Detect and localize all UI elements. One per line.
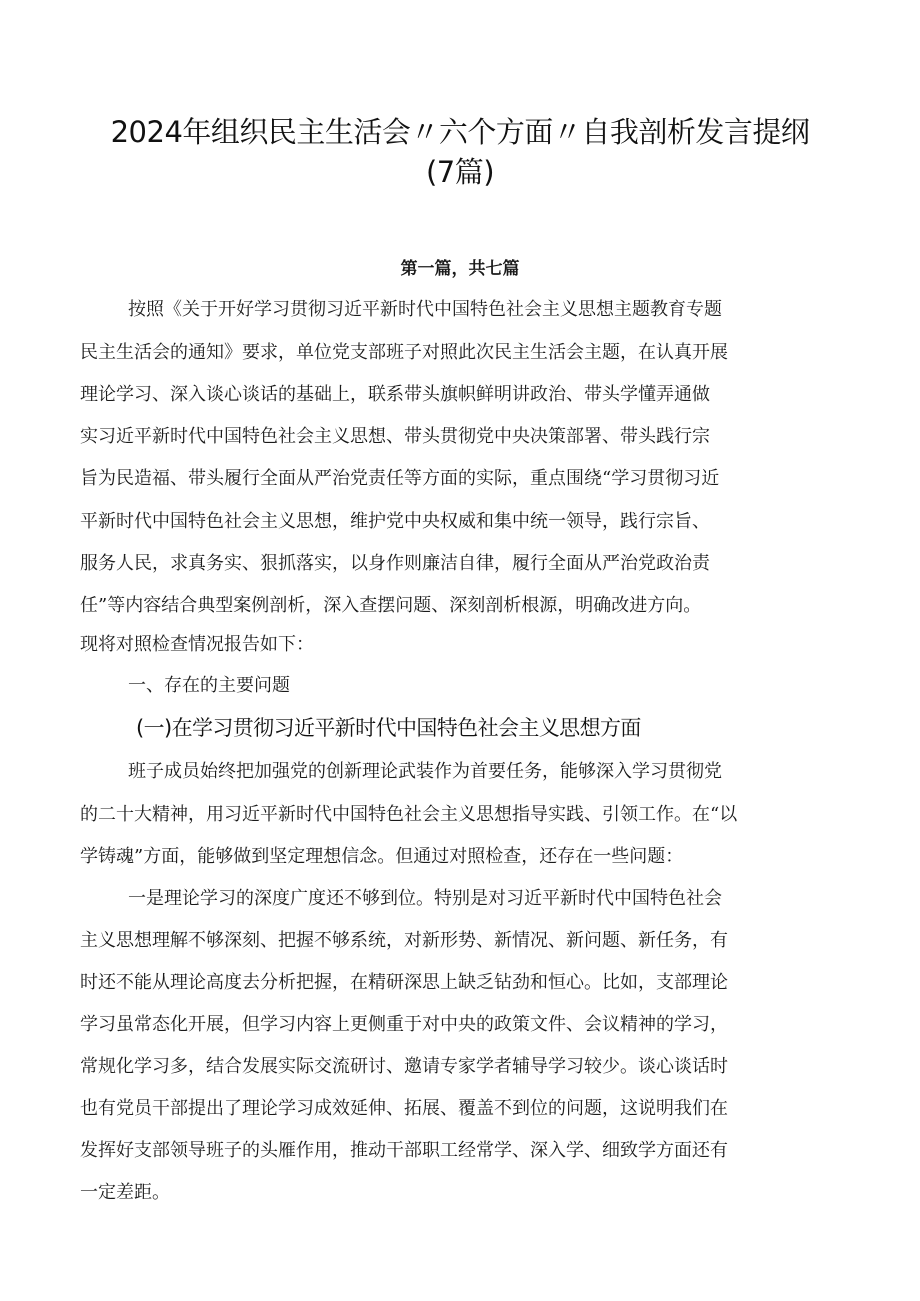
paragraph-line: 常规化学习多，结合发展实际交流研讨、邀请专家学者辅导学习较少。谈心谈话时: [80, 1056, 728, 1077]
paragraph-line: 主义思想理解不够深刻、把握不够系统，对新形势、新情况、新问题、新任务，有: [80, 930, 728, 951]
paragraph-line: 服务人民，求真务实、狠抓落实，以身作则廉洁自律，履行全面从严治党政治责: [80, 553, 710, 574]
paragraph-line: 发挥好支部领导班子的头雁作用，推动干部职工经常学、深入学、细致学方面还有: [80, 1140, 728, 1161]
paragraph-line: 也有党员干部提出了理论学习成效延伸、拓展、覆盖不到位的问题，这说明我们在: [80, 1098, 728, 1119]
part-subtitle: 第一篇，共七篇: [400, 259, 520, 279]
subsection-heading: (一)在学习贯彻习近平新时代中国特色社会主义思想方面: [136, 716, 641, 740]
paragraph-line: 时还不能从理论高度去分析把握，在精研深思上缺乏钻劲和恒心。比如，支部理论: [80, 972, 728, 993]
paragraph-line: 的二十大精神，用习近平新时代中国特色社会主义思想指导实践、引领工作。在“以: [80, 804, 738, 825]
paragraph-line: 任”等内容结合典型案例剖析，深入查摆问题、深刻剖析根源，明确改进方向。: [80, 595, 702, 616]
paragraph-line: 学铸魂”方面，能够做到坚定理想信念。但通过对照检查，还存在一些问题：: [80, 846, 684, 867]
paragraph-line: 班子成员始终把加强党的创新理论武装作为首要任务，能够深入学习贯彻党: [128, 761, 722, 782]
paragraph-line: 现将对照检查情况报告如下：: [80, 634, 314, 655]
document-title: [40, 112, 880, 192]
section-heading: 一、存在的主要问题: [128, 675, 290, 696]
title-line-1: 2024年组织民主生活会〃六个方面〃自我剖析发言提纲: [110, 115, 810, 149]
paragraph-line: 按照《关于开好学习贯彻习近平新时代中国特色社会主义思想主题教育专题: [128, 299, 722, 320]
paragraph-line: 一定差距。: [80, 1182, 170, 1203]
paragraph-line: 平新时代中国特色社会主义思想，维护党中央权威和集中统一领导，践行宗旨、: [80, 511, 710, 532]
paragraph-line: 一是理论学习的深度广度还不够到位。特别是对习近平新时代中国特色社会: [128, 888, 722, 909]
paragraph-line: 理论学习、深入谈心谈话的基础上，联系带头旗帜鲜明讲政治、带头学懂弄通做: [80, 384, 710, 405]
paragraph-line: 民主生活会的通知》要求，单位党支部班子对照此次民主生活会主题，在认真开展: [80, 342, 728, 363]
paragraph-line: 旨为民造福、带头履行全面从严治党责任等方面的实际，重点围绕“学习贯彻习近: [80, 468, 720, 489]
title-line-2: (7篇): [425, 155, 495, 189]
paragraph-line: 学习虽常态化开展，但学习内容上更侧重于对中央的政策文件、会议精神的学习，: [80, 1014, 728, 1035]
paragraph-line: 实习近平新时代中国特色社会主义思想、带头贯彻党中央决策部署、带头践行宗: [80, 426, 710, 447]
